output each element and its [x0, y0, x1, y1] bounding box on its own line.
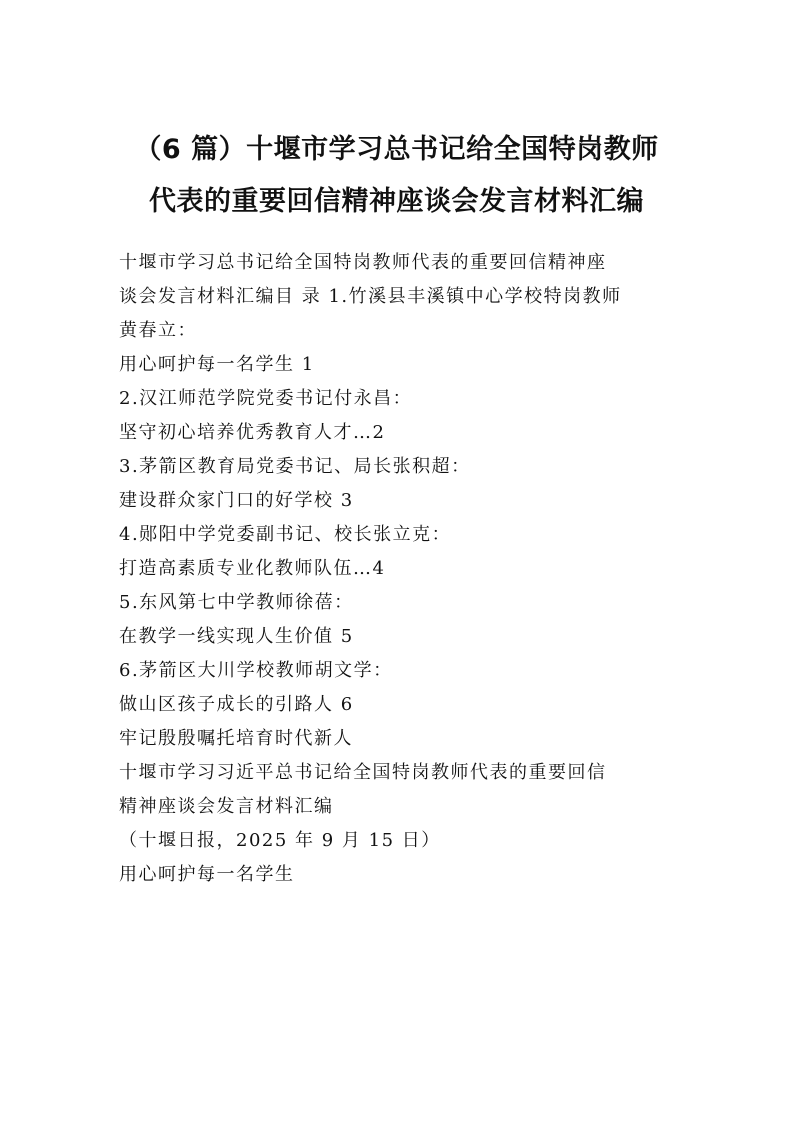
- toc-entry-6-title: 做山区孩子成长的引路人 6: [119, 694, 354, 715]
- subsection-heading: 用心呵护每一名学生: [119, 864, 295, 885]
- toc-entry-2-title: 坚守初心培养优秀教育人才…2: [119, 422, 386, 443]
- body-line: 黄春立：: [119, 320, 197, 341]
- toc-entry-3-speaker: 3.茅箭区教育局党委书记、局长张积超：: [119, 456, 471, 477]
- title-line-1: （6 篇）十堰市学习总书记给全国特岗教师: [134, 134, 659, 165]
- body-line: 十堰市学习习近平总书记给全国特岗教师代表的重要回信: [119, 762, 607, 783]
- toc-entry-4-title: 打造高素质专业化教师队伍…4: [119, 558, 386, 579]
- section-heading: 牢记殷殷嘱托培育时代新人: [119, 728, 353, 749]
- toc-entry-2-speaker: 2.汉江师范学院党委书记付永昌：: [119, 388, 413, 409]
- toc-entry-1-title: 用心呵护每一名学生 1: [119, 354, 315, 375]
- toc-entry-6-speaker: 6.茅箭区大川学校教师胡文学：: [119, 660, 393, 681]
- toc-entry-5-title: 在教学一线实现人生价值 5: [119, 626, 354, 647]
- body-line: 十堰市学习总书记给全国特岗教师代表的重要回信精神座: [119, 252, 607, 273]
- source-line: （十堰日报，2025 年 9 月 15 日）: [119, 830, 441, 851]
- title-line-2: 代表的重要回信精神座谈会发言材料汇编: [149, 186, 644, 217]
- body-line: 谈会发言材料汇编目 录 1.竹溪县丰溪镇中心学校特岗教师: [119, 286, 622, 307]
- toc-entry-4-speaker: 4.郧阳中学党委副书记、校长张立克：: [119, 524, 452, 545]
- toc-entry-3-title: 建设群众家门口的好学校 3: [119, 490, 354, 511]
- toc-entry-5-speaker: 5.东风第七中学教师徐蓓：: [119, 592, 354, 613]
- body-line: 精神座谈会发言材料汇编: [119, 796, 334, 817]
- document-title: [100, 124, 693, 228]
- document-body: [119, 246, 679, 892]
